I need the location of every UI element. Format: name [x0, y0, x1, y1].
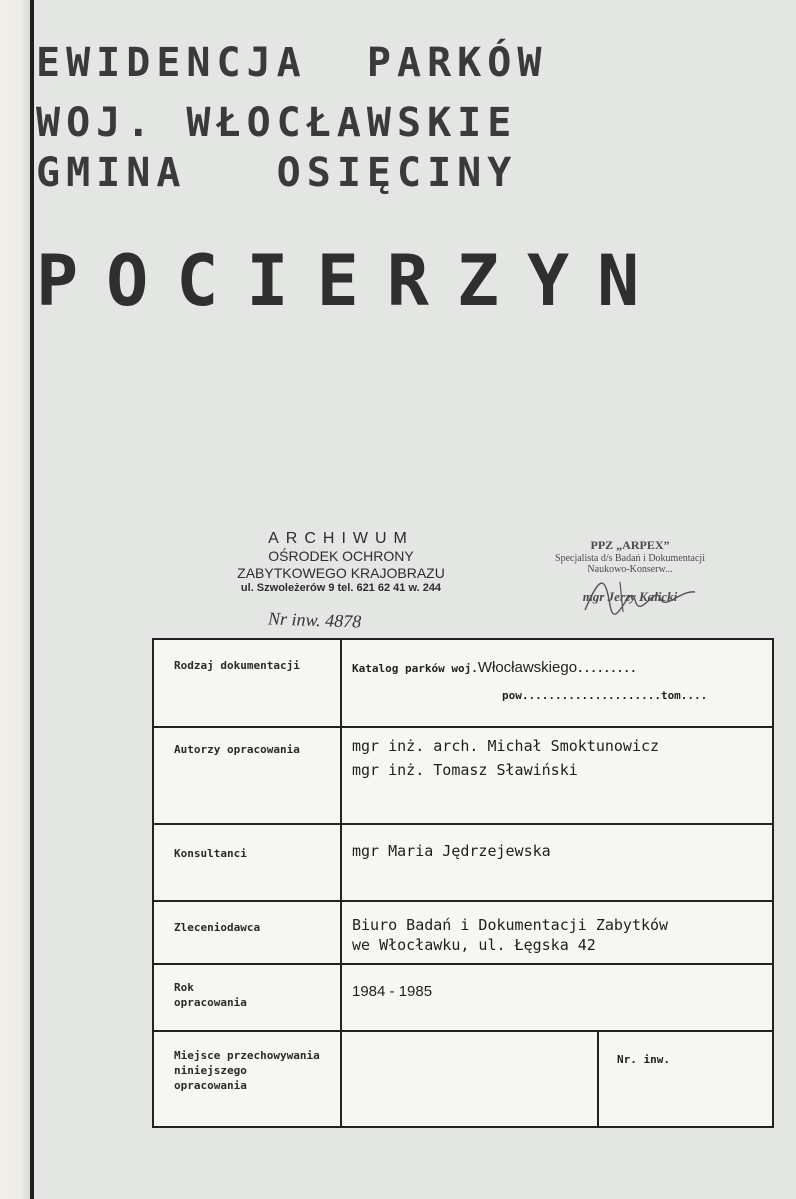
signature-mark: [575, 570, 705, 620]
archive-stamp-address: ul. Szwoleżerów 9 tel. 621 62 41 w. 244: [240, 582, 442, 594]
value-client-1: Biuro Badań i Dokumentacji Zabytków: [352, 916, 669, 934]
arpex-stamp-name: mgr Jerzy Kalicki: [582, 589, 678, 604]
value-author-1: mgr inż. arch. Michał Smoktunowicz: [352, 737, 660, 755]
value-client-2: we Włocławku, ul. Łęgska 42: [352, 936, 596, 954]
archive-stamp-line-1: OŚRODEK OCHRONY: [268, 548, 414, 564]
document-form: [152, 638, 774, 1128]
value-document-type-suffix: .........: [577, 662, 637, 675]
form-column-divider: [340, 638, 342, 1128]
value-pow-tom: pow.....................tom....: [502, 689, 708, 702]
form-border-right: [772, 638, 774, 1128]
value-document-type-handwritten: Włocławskiego: [477, 659, 578, 676]
form-row-separator: [152, 963, 774, 965]
arpex-stamp-role: Specjalista d/s Badań i Dokumentacji: [555, 553, 705, 564]
label-document-type: Rodzaj dokumentacji: [174, 659, 300, 672]
arpex-stamp-dept: Naukowo-Konserw...: [587, 564, 673, 575]
form-nr-divider: [597, 1030, 599, 1128]
form-row-separator: [152, 726, 774, 728]
label-year: Rok opracowania: [174, 981, 247, 1009]
value-year: 1984 - 1985: [352, 983, 433, 1000]
label-client: Zleceniodawca: [174, 921, 261, 934]
archive-stamp: [236, 530, 446, 594]
header-line-2: WOJ. WŁOCŁAWSKIE: [36, 100, 518, 146]
form-row-separator: [152, 900, 774, 902]
value-document-type-prefix: Katalog parków woj.: [352, 662, 478, 675]
value-document-type: [352, 658, 637, 679]
town-title: POCIERZYN: [36, 240, 668, 322]
value-consultant: mgr Maria Jędrzejewska: [352, 842, 551, 860]
page-edge: [0, 0, 30, 1199]
arpex-stamp-company: PPZ „ARPEX”: [590, 538, 670, 552]
header-line-1: EWIDENCJA PARKÓW: [36, 40, 548, 86]
label-inventory-number: Nr. inw.: [617, 1053, 670, 1066]
form-border-left: [152, 638, 154, 1128]
header-line-3: GMINA OSIĘCINY: [36, 150, 518, 196]
archive-stamp-title: ARCHIWUM: [268, 530, 414, 547]
form-border-bottom: [152, 1126, 774, 1128]
form-row-separator: [152, 1030, 774, 1032]
label-consultants: Konsultanci: [174, 847, 247, 860]
form-row-separator: [152, 823, 774, 825]
value-author-2: mgr inż. Tomasz Sławiński: [352, 761, 578, 779]
label-storage-location: Miejsce przechowywania niniejszego opracowania: [174, 1049, 320, 1092]
binding-rule: [30, 0, 34, 1199]
inventory-number-note: Nr inw. 4878: [267, 608, 362, 632]
archive-stamp-line-2: ZABYTKOWEGO KRAJOBRAZU: [237, 565, 445, 581]
label-authors: Autorzy opracowania: [174, 743, 300, 756]
form-row-separator: [152, 638, 774, 640]
